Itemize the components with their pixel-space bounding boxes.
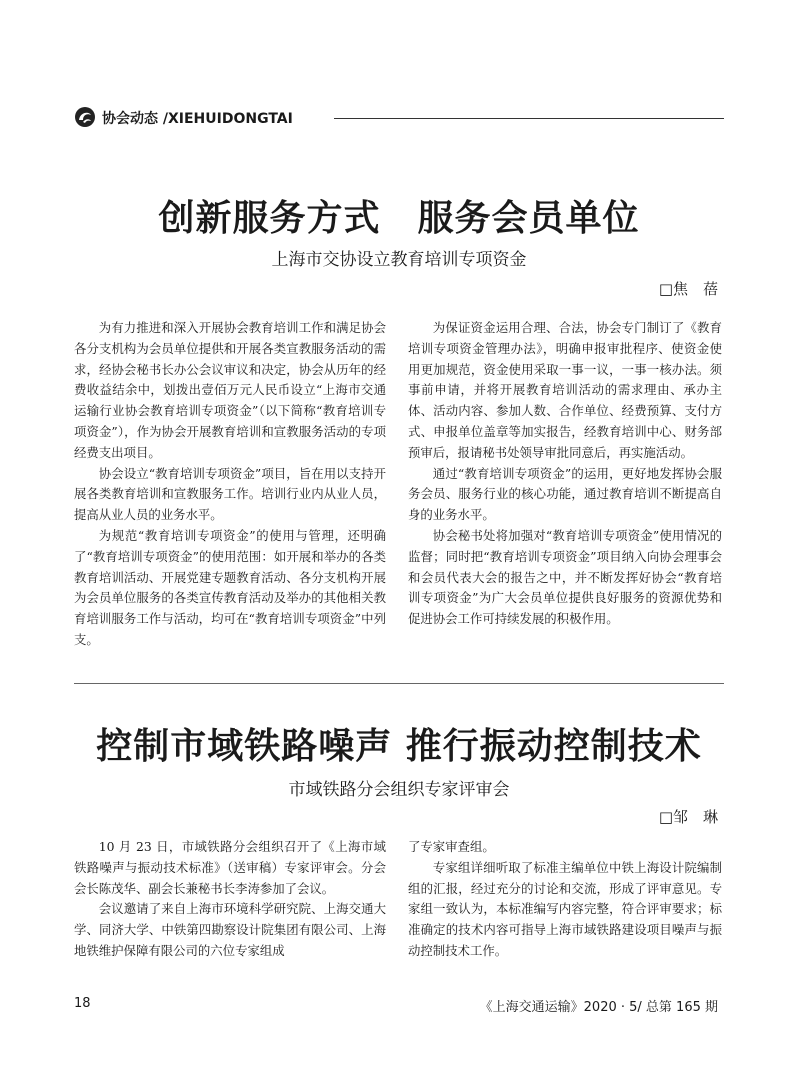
page-number: 18 (74, 996, 91, 1011)
section-label: 协会动态 /XIEHUIDONGTAI (102, 111, 293, 127)
paragraph: 了专家审查组。 (408, 839, 495, 854)
paragraph: 通过“教育培训专项资金”的运用，更好地发挥协会服务会员、服务行业的核心功能，通过教育培训不断提高自身的业务水平。 (408, 465, 722, 523)
journal-citation: 《上海交通运输》2020 · 5/ 总第 165 期 (479, 1000, 718, 1015)
section-header (74, 106, 724, 132)
paragraph: 协会设立“教育培训专项资金”项目，旨在用以支持开展各类教育培训和宣教服务工作。培训行业内从业人员，提高从业人员的业务水平。 (74, 465, 386, 523)
paragraph: 专家组详细听取了标准主编单位中铁上海设计院编制组的汇报，经过充分的讨论和交流，形成了评审意见。专家组一致认为，本标准编写内容完整，符合评审要求；标准确定的技术内容可指导上海市域铁路建设项目噪声与振动控制技术工作。 (408, 859, 722, 958)
article2-subtitle: 市域铁路分会组织专家评审会 (288, 780, 510, 800)
article1-author: □焦 蓓 (658, 280, 718, 298)
paragraph: 为规范“教育培训专项资金”的使用与管理，还明确了“教育培训专项资金”的使用范围：如开展和举办的各类教育培训活动、开展党建专题教育活动、各分支机构开展为会员单位服务的各类宣传教育活动及举办的其他相关教育培训服务工作与活动，均可在“教育培训专项资金”中列支。 (74, 527, 386, 647)
paragraph: 为保证资金运用合理、合法，协会专门制订了《教育培训专项资金管理办法》，明确申报审批程序、使资金使用更加规范，资金使用采取一事一议，一事一核办法。须事前申请，并将开展教育培训活动的需求理由、承办主体、活动内容、参加人数、合作单位、经费预算、支付方式、申报单位盖章等加实报告，经教育培训中心、财务部预审后，报请秘书处领导审批同意后，再实施活动。 (408, 320, 722, 460)
article1-subtitle: 上海市交协设立教育培训专项资金 (271, 250, 527, 270)
article1-left-column (74, 318, 386, 651)
article2-left-column (74, 837, 386, 962)
swirl-logo-icon (74, 106, 96, 128)
paragraph: 为有力推进和深入开展协会教育培训工作和满足协会各分支机构为会员单位提供和开展各类宣教服务活动的需求，经协会秘书长办公会议审议和决定，协会从历年的经费收益结余中，划拨出壹佰万元人民币设立“上海市交通运输行业协会教育培训专项资金”（以下简称“教育培训专项资金”），作为协会开展教育培训和宣教服务活动的专项经费支出项目。 (74, 320, 386, 460)
article2-right-column (408, 837, 722, 962)
article1-title: 创新服务方式 服务会员单位 (158, 197, 640, 239)
article-divider (74, 683, 724, 684)
article1-right-column (408, 318, 722, 630)
header-rule (334, 118, 724, 119)
paragraph: 会议邀请了来自上海市环境科学研究院、上海交通大学、同济大学、中铁第四勘察设计院集团有限公司、上海地铁维护保障有限公司的六位专家组成 (74, 901, 386, 958)
article2-author: □邹 琳 (658, 808, 718, 826)
paragraph: 协会秘书处将加强对“教育培训专项资金”使用情况的监督；同时把“教育培训专项资金”项目纳入向协会理事会和会员代表大会的报告之中，并不断发挥好协会“教育培训专项资金”为广大会员单位提供良好服务的资源优势和促进协会工作可持续发展的积极作用。 (408, 527, 722, 627)
paragraph: 10 月 23 日，市域铁路分会组织召开了《上海市域铁路噪声与振动技术标准》（送审稿）专家评审会。分会会长陈茂华、副会长兼秘书长李涛参加了会议。 (74, 839, 386, 896)
article2-title: 控制市域铁路噪声 推行振动控制技术 (96, 725, 702, 767)
